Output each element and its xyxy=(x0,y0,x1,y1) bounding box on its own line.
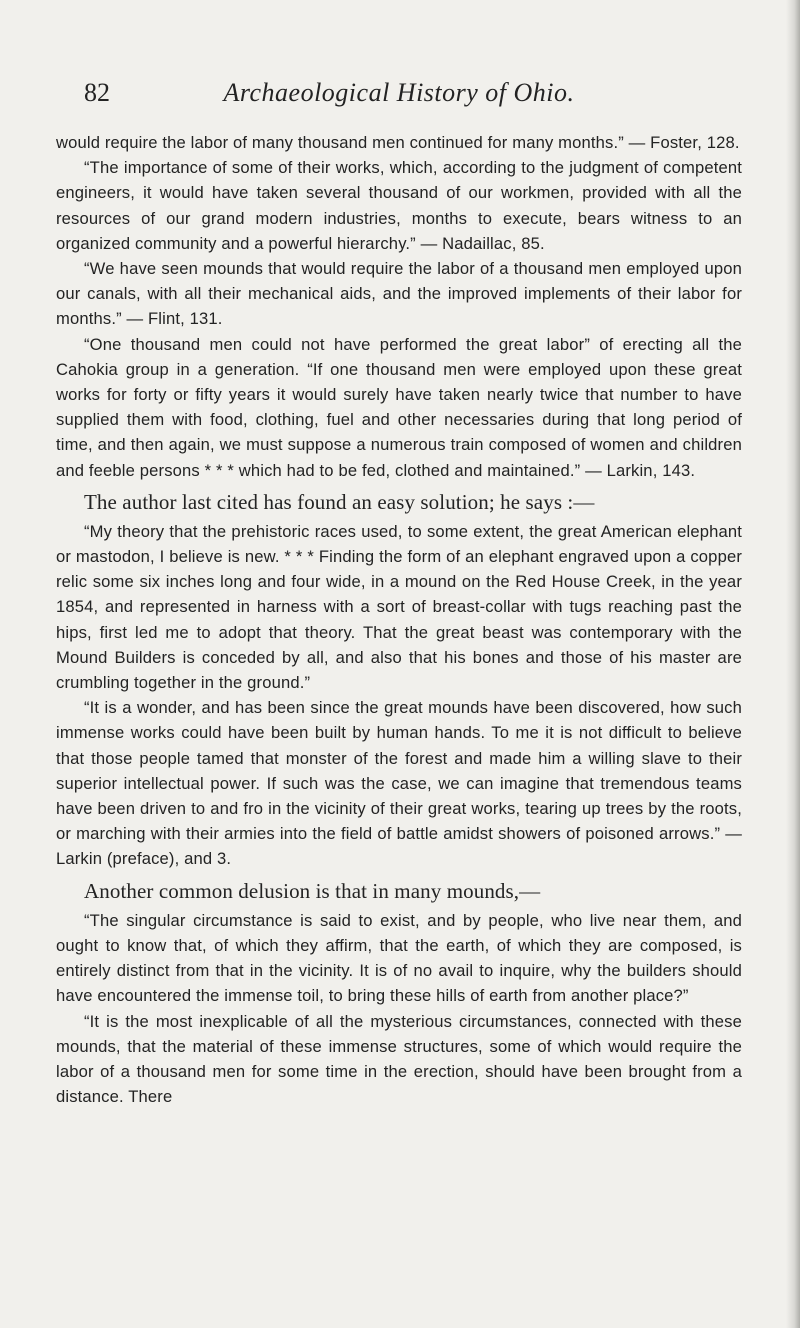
page-number: 82 xyxy=(84,78,110,107)
paragraph: “The singular circumstance is said to exist, and by people, who live near them, and ought to know that, of which they affirm, that the earth, of which they are composed, is entirely distinct from that in the vicinity. It is of no avail to inquire, why the builders should have encountered the immense toil, to bring these hills of earth from another place?” xyxy=(56,910,742,1006)
paragraph: “The importance of some of their works, which, according to the judgment of competent engineers, it would have taken several thousand of our workmen, provided with all the resources of our grand modern industries, months to execute, bears witness to an organized community and a powerful hierarchy.” — Nadaillac, 85. xyxy=(56,158,742,253)
paragraph: “It is the most inexplicable of all the mysterious circumstances, connected with these mounds, that the material of these immense structures, some of which would require the labor of a thousand men for some time in the erection, should have been brought from a distance. There xyxy=(56,1011,742,1107)
section-lead-in: Another common delusion is that in many mounds,— xyxy=(84,878,541,903)
section-lead-in: The author last cited has found an easy solution; he says :— xyxy=(84,489,595,514)
running-head xyxy=(56,78,742,114)
paragraph: would require the labor of many thousand men continued for many months.” — Foster, 128. xyxy=(56,133,740,152)
book-title: Archaeological History of Ohio. xyxy=(223,78,575,107)
paragraph: “One thousand men could not have performed the great labor” of erecting all the Cahokia group in a generation. “If one thousand men were employed upon these great works for forty or fifty years it would surely have taken nearly twice that number to have supplied them with food, clothing, fuel and other necessaries during that long period of time, and then again, we must suppose a numerous train composed of women and children and feeble persons * * * which had to be fed, clothed and maintained.” — Larkin, 143. xyxy=(56,334,742,480)
paragraph: “We have seen mounds that would require the labor of a thousand men employed upon our canals, with all their mechanical aids, and the improved implements of their labor for months.” — Flint, 131. xyxy=(56,259,742,329)
body-text xyxy=(56,130,742,1109)
page-edge-shadow xyxy=(786,0,800,1328)
book-page xyxy=(56,78,742,1109)
paragraph: “It is a wonder, and has been since the great mounds have been discovered, how such immense works could have been built by human hands. To me it is not difficult to believe that those people tamed that monster of the forest and made him a willing slave to their superior intellectual power. If such was the case, we can imagine that tremendous teams have been driven to and fro in the vicinity of their great works, tearing up trees by the roots, or marching with their armies into the field of battle amidst showers of poisoned arrows.” — Larkin (preface), and 3. xyxy=(56,698,742,869)
paragraph: “My theory that the prehistoric races used, to some extent, the great American elephant or mastodon, I believe is new. * * * Finding the form of an elephant engraved upon a copper relic some six inches long and four wide, in a mound on the Red House Creek, in the year 1854, and represented in harness with a sort of breast-collar with tugs reaching past the hips, first led me to adopt that theory. That the great beast was contemporary with the Mound Builders is conceded by all, and also that his bones and those of his master are crumbling together in the ground.” xyxy=(56,521,742,693)
